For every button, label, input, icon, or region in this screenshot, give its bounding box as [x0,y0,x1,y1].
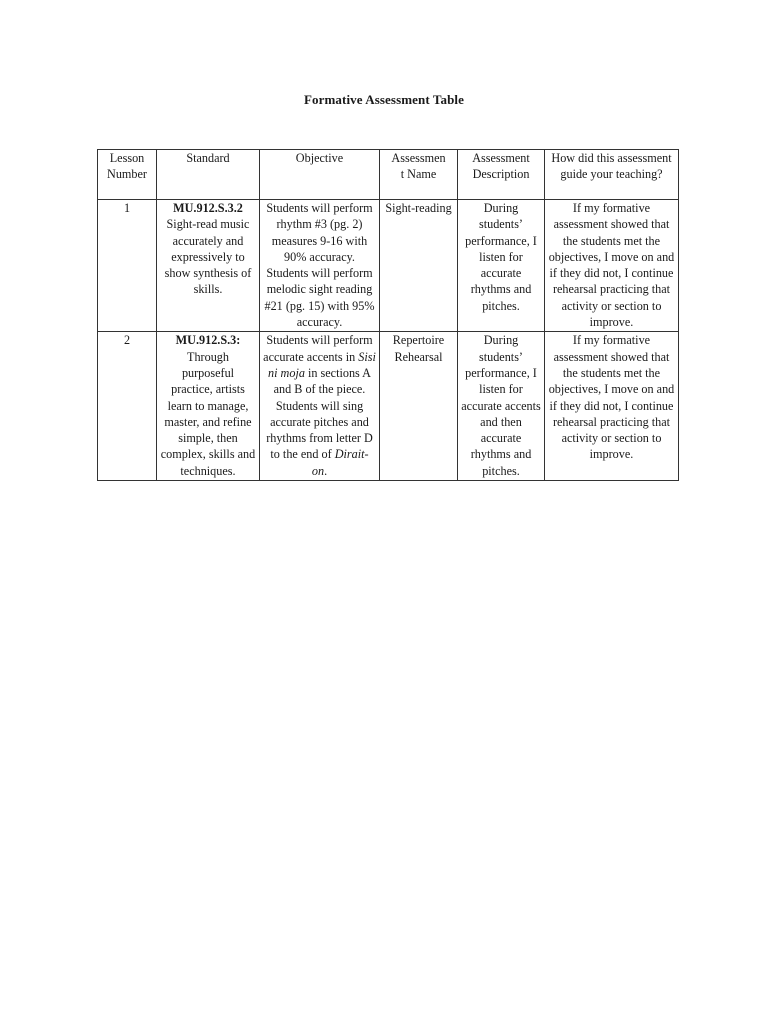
header-standard: Standard [157,150,260,200]
standard-cell [157,332,260,481]
standard-code: MU.912.S.3.2 [173,201,243,215]
header-row [98,150,679,200]
assessment-description-cell: During students’ performance, I listen for accurate rhythms and pitches. [458,200,545,332]
objective-cell: Students will perform accurate accents in Sisi ni moja in sections A and B of the piece. Students will sing accurate pitches and rhythms from letter D to the end of Dirait-on. [260,332,380,481]
standard-cell [157,200,260,332]
teaching-guide-cell: If my formative assessment showed that the students met the objectives, I move on and if they did not, I continue rehearsal practicing that activity or section to improve. [545,200,679,332]
piece-title: Sisi ni moja [268,349,376,380]
header-lesson-number: Lesson Number [98,150,157,200]
piece-title: Dirait-on [311,447,369,478]
standard-text: Through purposeful practice, artists learn to manage, master, and refine simple, then complex, skills and techniques. [160,349,256,478]
lesson-number-cell: 1 [98,200,157,332]
document-title: Formative Assessment Table [303,92,465,107]
standard-code: MU.912.S.3: [175,333,241,348]
objective-cell: Students will perform rhythm #3 (pg. 2) measures 9-16 with 90% accuracy. Students will perform melodic sight reading #21 (pg. 15) with 95% accuracy. [260,200,380,332]
table-row [98,332,679,481]
assessment-name-cell: Sight-reading [380,200,458,332]
table-row [98,200,679,332]
header-objective: Objective [260,150,380,200]
header-assessment-description: Assessment Description [458,150,545,200]
assessment-name-cell: Repertoire Rehearsal [380,332,458,481]
teaching-guide-cell: If my formative assessment showed that the students met the objectives, I move on and if they did not, I continue rehearsal practicing that activity or section to improve. [545,332,679,481]
assessment-table [97,149,679,481]
assessment-description-cell: During students’ performance, I listen for accurate accents and then accurate rhythms and pitches. [458,332,545,481]
header-teaching-guide: How did this assessment guide your teaching? [545,150,679,200]
standard-text: Sight-read music accurately and expressively to show synthesis of skills. [164,217,252,297]
header-assessment-name: Assessmen t Name [380,150,458,200]
lesson-number-cell: 2 [98,332,157,481]
